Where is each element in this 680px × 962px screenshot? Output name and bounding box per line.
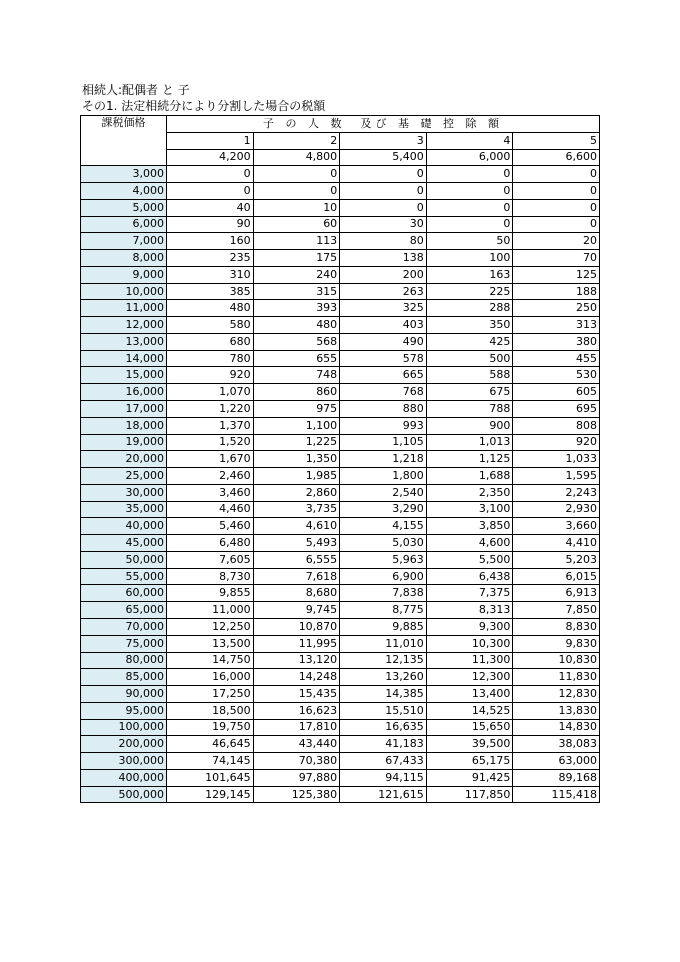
- taxable-value-cell: 25,000: [81, 468, 167, 485]
- table-row: [81, 367, 600, 384]
- tax-amount-cell: 117,850: [426, 786, 513, 803]
- tax-amount-cell: 3,100: [426, 501, 513, 518]
- tax-amount-cell: 10,830: [513, 652, 600, 669]
- tax-amount-cell: 1,125: [426, 451, 513, 468]
- taxable-value-cell: 30,000: [81, 484, 167, 501]
- children-count-cell: 1: [167, 132, 254, 149]
- table-row: [81, 300, 600, 317]
- tax-amount-cell: 225: [426, 283, 513, 300]
- tax-amount-cell: 17,250: [167, 686, 254, 703]
- taxable-value-cell: 60,000: [81, 585, 167, 602]
- tax-amount-cell: 10,300: [426, 635, 513, 652]
- tax-amount-cell: 89,168: [513, 769, 600, 786]
- tax-amount-cell: 588: [426, 367, 513, 384]
- tax-amount-cell: 12,135: [340, 652, 427, 669]
- tax-amount-cell: 680: [167, 333, 254, 350]
- tax-amount-cell: 160: [167, 233, 254, 250]
- document-title: 相続人:配偶者 と 子: [82, 83, 190, 97]
- tax-amount-cell: 11,000: [167, 602, 254, 619]
- tax-amount-cell: 9,855: [167, 585, 254, 602]
- table-row: [81, 216, 600, 233]
- tax-amount-cell: 425: [426, 333, 513, 350]
- taxable-value-cell: 19,000: [81, 434, 167, 451]
- tax-amount-cell: 860: [253, 384, 340, 401]
- table-row: [81, 451, 600, 468]
- table-row: [81, 686, 600, 703]
- taxable-value-cell: 85,000: [81, 669, 167, 686]
- tax-amount-cell: 113: [253, 233, 340, 250]
- tax-amount-cell: 578: [340, 350, 427, 367]
- table-row: [81, 719, 600, 736]
- tax-amount-cell: 385: [167, 283, 254, 300]
- tax-amount-cell: 8,830: [513, 618, 600, 635]
- tax-amount-cell: 393: [253, 300, 340, 317]
- tax-amount-cell: 1,800: [340, 468, 427, 485]
- taxable-value-cell: 15,000: [81, 367, 167, 384]
- tax-amount-cell: 2,243: [513, 484, 600, 501]
- table-row: [81, 233, 600, 250]
- tax-amount-cell: 0: [340, 166, 427, 183]
- table-row: [81, 635, 600, 652]
- tax-amount-cell: 129,145: [167, 786, 254, 803]
- taxable-value-cell: 5,000: [81, 199, 167, 216]
- tax-amount-cell: 1,100: [253, 417, 340, 434]
- tax-amount-cell: 675: [426, 384, 513, 401]
- tax-amount-cell: 11,010: [340, 635, 427, 652]
- tax-amount-cell: 8,313: [426, 602, 513, 619]
- table-row: [81, 199, 600, 216]
- tax-amount-cell: 70: [513, 250, 600, 267]
- tax-amount-cell: 4,410: [513, 535, 600, 552]
- taxable-value-cell: 13,000: [81, 333, 167, 350]
- tax-amount-cell: 568: [253, 333, 340, 350]
- taxable-value-cell: 8,000: [81, 250, 167, 267]
- tax-amount-cell: 74,145: [167, 753, 254, 770]
- tax-amount-cell: 655: [253, 350, 340, 367]
- tax-amount-cell: 12,830: [513, 686, 600, 703]
- taxable-value-cell: 70,000: [81, 618, 167, 635]
- taxable-value-cell: 11,000: [81, 300, 167, 317]
- tax-amount-cell: 20: [513, 233, 600, 250]
- tax-amount-cell: 0: [167, 166, 254, 183]
- tax-amount-cell: 2,460: [167, 468, 254, 485]
- table-row: [81, 702, 600, 719]
- taxable-value-cell: 500,000: [81, 786, 167, 803]
- tax-amount-cell: 94,115: [340, 769, 427, 786]
- tax-amount-cell: 121,615: [340, 786, 427, 803]
- tax-amount-cell: 14,248: [253, 669, 340, 686]
- tax-amount-cell: 50: [426, 233, 513, 250]
- tax-amount-cell: 125: [513, 266, 600, 283]
- tax-amount-cell: 10,870: [253, 618, 340, 635]
- tax-amount-cell: 480: [253, 317, 340, 334]
- tax-amount-cell: 3,735: [253, 501, 340, 518]
- tax-amount-cell: 380: [513, 333, 600, 350]
- tax-amount-cell: 40: [167, 199, 254, 216]
- tax-amount-cell: 313: [513, 317, 600, 334]
- tax-amount-cell: 14,750: [167, 652, 254, 669]
- taxable-value-cell: 6,000: [81, 216, 167, 233]
- children-count-cell: 2: [253, 132, 340, 149]
- tax-amount-cell: 8,730: [167, 568, 254, 585]
- tax-amount-cell: 63,000: [513, 753, 600, 770]
- tax-amount-cell: 3,660: [513, 518, 600, 535]
- basic-deduction-cell: 4,200: [167, 149, 254, 166]
- tax-amount-cell: 2,860: [253, 484, 340, 501]
- table-row: [81, 384, 600, 401]
- tax-amount-cell: 975: [253, 401, 340, 418]
- tax-amount-cell: 0: [253, 166, 340, 183]
- tax-amount-cell: 350: [426, 317, 513, 334]
- table-row: [81, 350, 600, 367]
- tax-amount-cell: 920: [167, 367, 254, 384]
- tax-amount-cell: 39,500: [426, 736, 513, 753]
- tax-amount-cell: 4,460: [167, 501, 254, 518]
- taxable-value-cell: 20,000: [81, 451, 167, 468]
- tax-amount-cell: 15,435: [253, 686, 340, 703]
- tax-amount-cell: 1,350: [253, 451, 340, 468]
- taxable-value-cell: 4,000: [81, 183, 167, 200]
- tax-amount-cell: 9,745: [253, 602, 340, 619]
- table-row: [81, 602, 600, 619]
- tax-amount-cell: 12,300: [426, 669, 513, 686]
- tax-amount-cell: 1,670: [167, 451, 254, 468]
- tax-amount-cell: 15,650: [426, 719, 513, 736]
- tax-amount-cell: 1,033: [513, 451, 600, 468]
- tax-amount-cell: 768: [340, 384, 427, 401]
- tax-amount-cell: 38,083: [513, 736, 600, 753]
- tax-amount-cell: 200: [340, 266, 427, 283]
- children-count-cell: 3: [340, 132, 427, 149]
- table-row: [81, 535, 600, 552]
- tax-amount-cell: 1,595: [513, 468, 600, 485]
- taxable-value-cell: 7,000: [81, 233, 167, 250]
- tax-amount-cell: 1,520: [167, 434, 254, 451]
- tax-amount-cell: 0: [253, 183, 340, 200]
- tax-amount-cell: 6,438: [426, 568, 513, 585]
- tax-amount-cell: 19,750: [167, 719, 254, 736]
- tax-amount-cell: 11,300: [426, 652, 513, 669]
- children-count-cell: 4: [426, 132, 513, 149]
- tax-amount-cell: 1,370: [167, 417, 254, 434]
- tax-amount-cell: 11,830: [513, 669, 600, 686]
- tax-amount-cell: 12,250: [167, 618, 254, 635]
- table-row: [81, 283, 600, 300]
- tax-amount-cell: 5,203: [513, 551, 600, 568]
- taxable-value-cell: 200,000: [81, 736, 167, 753]
- tax-amount-cell: 0: [513, 216, 600, 233]
- tax-amount-cell: 4,155: [340, 518, 427, 535]
- tax-amount-cell: 91,425: [426, 769, 513, 786]
- tax-amount-cell: 6,480: [167, 535, 254, 552]
- table-row: [81, 250, 600, 267]
- tax-amount-cell: 480: [167, 300, 254, 317]
- tax-amount-cell: 993: [340, 417, 427, 434]
- tax-amount-cell: 0: [426, 183, 513, 200]
- tax-amount-cell: 60: [253, 216, 340, 233]
- tax-amount-cell: 780: [167, 350, 254, 367]
- header-row-title: [81, 116, 600, 133]
- basic-deduction-cell: 5,400: [340, 149, 427, 166]
- taxable-value-cell: 400,000: [81, 769, 167, 786]
- tax-amount-cell: 67,433: [340, 753, 427, 770]
- tax-amount-cell: 8,775: [340, 602, 427, 619]
- tax-amount-cell: 9,300: [426, 618, 513, 635]
- taxable-value-cell: 16,000: [81, 384, 167, 401]
- table-row: [81, 669, 600, 686]
- table-row: [81, 786, 600, 803]
- taxable-value-cell: 75,000: [81, 635, 167, 652]
- tax-amount-cell: 30: [340, 216, 427, 233]
- tax-amount-cell: 125,380: [253, 786, 340, 803]
- tax-amount-cell: 6,913: [513, 585, 600, 602]
- tax-amount-cell: 90: [167, 216, 254, 233]
- tax-amount-cell: 263: [340, 283, 427, 300]
- tax-amount-cell: 490: [340, 333, 427, 350]
- taxable-value-cell: 18,000: [81, 417, 167, 434]
- tax-amount-cell: 6,015: [513, 568, 600, 585]
- tax-amount-cell: 13,120: [253, 652, 340, 669]
- tax-amount-cell: 9,885: [340, 618, 427, 635]
- taxable-value-cell: 300,000: [81, 753, 167, 770]
- tax-amount-cell: 16,635: [340, 719, 427, 736]
- tax-amount-cell: 6,900: [340, 568, 427, 585]
- tax-amount-cell: 880: [340, 401, 427, 418]
- table-row: [81, 652, 600, 669]
- document-subtitle: その1. 法定相続分により分割した場合の税額: [82, 99, 326, 113]
- tax-amount-cell: 1,070: [167, 384, 254, 401]
- tax-amount-cell: 16,623: [253, 702, 340, 719]
- tax-amount-cell: 13,500: [167, 635, 254, 652]
- children-count-cell: 5: [513, 132, 600, 149]
- children-deduction-header: 子 の 人 数 及び 基 礎 控 除 額: [167, 116, 600, 133]
- tax-amount-cell: 17,810: [253, 719, 340, 736]
- tax-amount-cell: 0: [513, 199, 600, 216]
- taxable-value-cell: 3,000: [81, 166, 167, 183]
- tax-amount-cell: 10: [253, 199, 340, 216]
- taxable-value-cell: 65,000: [81, 602, 167, 619]
- tax-table-body: [81, 116, 600, 803]
- table-row: [81, 753, 600, 770]
- tax-amount-cell: 14,830: [513, 719, 600, 736]
- taxable-value-header: 課税価格: [81, 116, 167, 166]
- tax-amount-cell: 808: [513, 417, 600, 434]
- tax-amount-cell: 7,605: [167, 551, 254, 568]
- table-row: [81, 585, 600, 602]
- tax-amount-cell: 3,850: [426, 518, 513, 535]
- tax-amount-cell: 2,540: [340, 484, 427, 501]
- table-row: [81, 333, 600, 350]
- taxable-value-cell: 45,000: [81, 535, 167, 552]
- tax-amount-cell: 325: [340, 300, 427, 317]
- tax-amount-cell: 5,030: [340, 535, 427, 552]
- taxable-value-cell: 80,000: [81, 652, 167, 669]
- taxable-value-cell: 17,000: [81, 401, 167, 418]
- tax-amount-cell: 115,418: [513, 786, 600, 803]
- tax-amount-cell: 138: [340, 250, 427, 267]
- tax-amount-cell: 605: [513, 384, 600, 401]
- tax-amount-cell: 0: [426, 166, 513, 183]
- tax-amount-cell: 43,440: [253, 736, 340, 753]
- tax-amount-cell: 14,385: [340, 686, 427, 703]
- taxable-value-cell: 50,000: [81, 551, 167, 568]
- tax-amount-cell: 580: [167, 317, 254, 334]
- tax-amount-cell: 15,510: [340, 702, 427, 719]
- tax-amount-cell: 7,850: [513, 602, 600, 619]
- table-row: [81, 736, 600, 753]
- tax-amount-cell: 1,225: [253, 434, 340, 451]
- table-row: [81, 618, 600, 635]
- tax-amount-cell: 41,183: [340, 736, 427, 753]
- tax-amount-cell: 788: [426, 401, 513, 418]
- table-row: [81, 484, 600, 501]
- tax-amount-cell: 2,930: [513, 501, 600, 518]
- tax-amount-cell: 665: [340, 367, 427, 384]
- taxable-value-cell: 95,000: [81, 702, 167, 719]
- tax-amount-cell: 13,260: [340, 669, 427, 686]
- tax-amount-cell: 0: [426, 199, 513, 216]
- taxable-value-cell: 9,000: [81, 266, 167, 283]
- basic-deduction-cell: 4,800: [253, 149, 340, 166]
- tax-amount-cell: 0: [513, 183, 600, 200]
- tax-amount-cell: 101,645: [167, 769, 254, 786]
- tax-amount-cell: 9,830: [513, 635, 600, 652]
- tax-amount-cell: 1,013: [426, 434, 513, 451]
- table-row: [81, 183, 600, 200]
- tax-amount-cell: 46,645: [167, 736, 254, 753]
- table-row: [81, 501, 600, 518]
- taxable-value-cell: 90,000: [81, 686, 167, 703]
- tax-amount-cell: 4,610: [253, 518, 340, 535]
- tax-amount-cell: 0: [167, 183, 254, 200]
- tax-amount-cell: 163: [426, 266, 513, 283]
- tax-amount-cell: 5,500: [426, 551, 513, 568]
- table-row: [81, 434, 600, 451]
- tax-amount-cell: 900: [426, 417, 513, 434]
- table-row: [81, 317, 600, 334]
- tax-amount-cell: 1,688: [426, 468, 513, 485]
- table-row: [81, 518, 600, 535]
- tax-amount-cell: 80: [340, 233, 427, 250]
- tax-amount-cell: 403: [340, 317, 427, 334]
- tax-amount-cell: 288: [426, 300, 513, 317]
- tax-amount-cell: 175: [253, 250, 340, 267]
- tax-amount-cell: 2,350: [426, 484, 513, 501]
- tax-amount-cell: 0: [340, 183, 427, 200]
- tax-amount-cell: 3,460: [167, 484, 254, 501]
- tax-amount-cell: 14,525: [426, 702, 513, 719]
- tax-amount-cell: 235: [167, 250, 254, 267]
- table-row: [81, 401, 600, 418]
- table-row: [81, 166, 600, 183]
- tax-amount-cell: 5,460: [167, 518, 254, 535]
- tax-amount-cell: 0: [426, 216, 513, 233]
- table-row: [81, 769, 600, 786]
- taxable-value-cell: 35,000: [81, 501, 167, 518]
- tax-amount-cell: 695: [513, 401, 600, 418]
- tax-amount-cell: 11,995: [253, 635, 340, 652]
- tax-amount-cell: 6,555: [253, 551, 340, 568]
- tax-amount-cell: 97,880: [253, 769, 340, 786]
- tax-amount-cell: 0: [340, 199, 427, 216]
- tax-amount-cell: 7,838: [340, 585, 427, 602]
- tax-amount-cell: 16,000: [167, 669, 254, 686]
- table-row: [81, 551, 600, 568]
- tax-amount-cell: 1,105: [340, 434, 427, 451]
- tax-amount-cell: 5,493: [253, 535, 340, 552]
- tax-amount-cell: 4,600: [426, 535, 513, 552]
- taxable-value-cell: 12,000: [81, 317, 167, 334]
- taxable-value-cell: 40,000: [81, 518, 167, 535]
- basic-deduction-cell: 6,000: [426, 149, 513, 166]
- tax-amount-cell: 13,830: [513, 702, 600, 719]
- tax-amount-cell: 100: [426, 250, 513, 267]
- tax-amount-cell: 0: [513, 166, 600, 183]
- table-row: [81, 568, 600, 585]
- tax-amount-cell: 1,220: [167, 401, 254, 418]
- tax-amount-cell: 65,175: [426, 753, 513, 770]
- table-row: [81, 468, 600, 485]
- tax-amount-cell: 7,618: [253, 568, 340, 585]
- tax-amount-cell: 188: [513, 283, 600, 300]
- tax-amount-cell: 18,500: [167, 702, 254, 719]
- tax-amount-cell: 1,218: [340, 451, 427, 468]
- tax-amount-cell: 240: [253, 266, 340, 283]
- tax-amount-cell: 748: [253, 367, 340, 384]
- tax-amount-cell: 7,375: [426, 585, 513, 602]
- table-row: [81, 417, 600, 434]
- tax-amount-cell: 920: [513, 434, 600, 451]
- tax-amount-cell: 70,380: [253, 753, 340, 770]
- tax-amount-cell: 8,680: [253, 585, 340, 602]
- tax-amount-cell: 250: [513, 300, 600, 317]
- taxable-value-cell: 14,000: [81, 350, 167, 367]
- tax-amount-cell: 455: [513, 350, 600, 367]
- tax-amount-cell: 3,290: [340, 501, 427, 518]
- tax-amount-cell: 13,400: [426, 686, 513, 703]
- table-row: [81, 266, 600, 283]
- basic-deduction-cell: 6,600: [513, 149, 600, 166]
- tax-amount-cell: 5,963: [340, 551, 427, 568]
- taxable-value-cell: 100,000: [81, 719, 167, 736]
- tax-amount-cell: 310: [167, 266, 254, 283]
- taxable-value-cell: 55,000: [81, 568, 167, 585]
- tax-table: [80, 115, 600, 803]
- tax-amount-cell: 315: [253, 283, 340, 300]
- tax-amount-cell: 530: [513, 367, 600, 384]
- tax-amount-cell: 1,985: [253, 468, 340, 485]
- tax-amount-cell: 500: [426, 350, 513, 367]
- taxable-value-cell: 10,000: [81, 283, 167, 300]
